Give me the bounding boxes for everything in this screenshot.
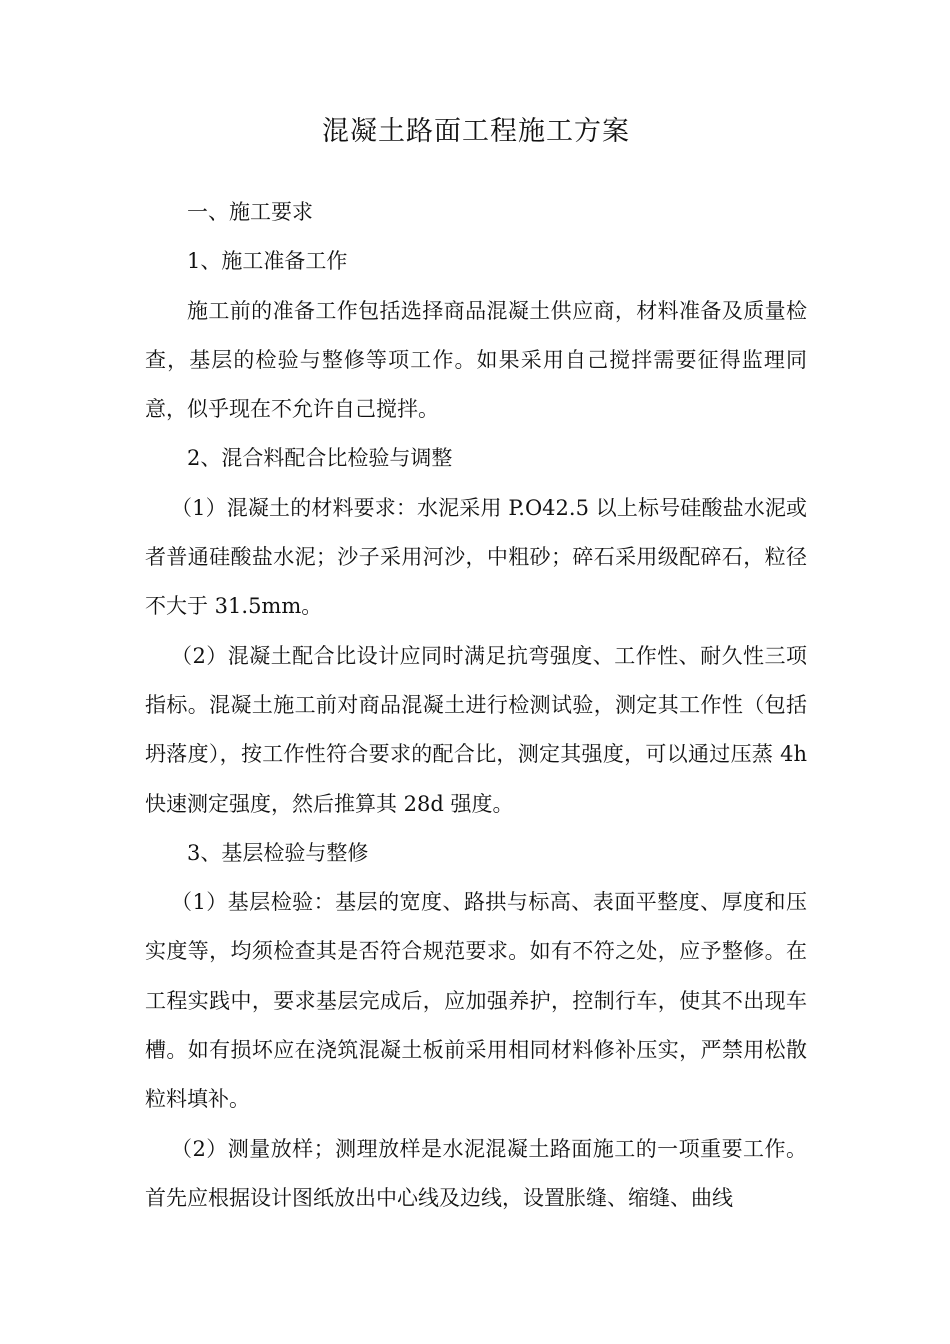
subsection-heading-1: 1、施工准备工作 [187, 249, 348, 274]
subsection-heading-2: 2、混合料配合比检验与调整 [187, 446, 453, 471]
section-heading-1: 一、施工要求 [187, 200, 313, 224]
body-paragraph: （2）混凝土配合比设计应同时满足抗弯强度、工作性、耐久性三项指标。混凝土施工前对商品混凝土进行检测试验，测定其工作性（包括坍落度），按工作性符合要求的配合比，测定其强度，可以通过压蒸 4h 快速测定强度，然后推算其 28d 强度。 [145, 643, 807, 816]
subsection-heading-3: 3、基层检验与整修 [187, 840, 369, 865]
body-paragraph: 施工前的准备工作包括选择商品混凝土供应商，材料准备及质量检查，基层的检验与整修等项工作。如果采用自己搅拌需要征得监理同意，似乎现在不允许自己搅拌。 [145, 298, 807, 422]
document-body [145, 188, 807, 1223]
body-paragraph: （1）混凝土的材料要求：水泥采用 P.O42.5 以上标号硅酸盐水泥或者普通硅酸盐水泥；沙子采用河沙，中粗砂；碎石采用级配碎石，粒径不大于 31.5mm。 [145, 495, 807, 619]
document-title: 混凝土路面工程施工方案 [322, 116, 630, 147]
body-paragraph: （1）基层检验：基层的宽度、路拱与标高、表面平整度、厚度和压实度等，均须检查其是否符合规范要求。如有不符之处，应予整修。在工程实践中，要求基层完成后，应加强养护，控制行车，使其不出现车槽。如有损坏应在浇筑混凝土板前采用相同材料修补压实，严禁用松散粒料填补。 [145, 890, 807, 1112]
body-paragraph: （2）测量放样；测理放样是水泥混凝土路面施工的一项重要工作。首先应根据设计图纸放出中心线及边线，设置胀缝、缩缝、曲线 [145, 1136, 807, 1210]
